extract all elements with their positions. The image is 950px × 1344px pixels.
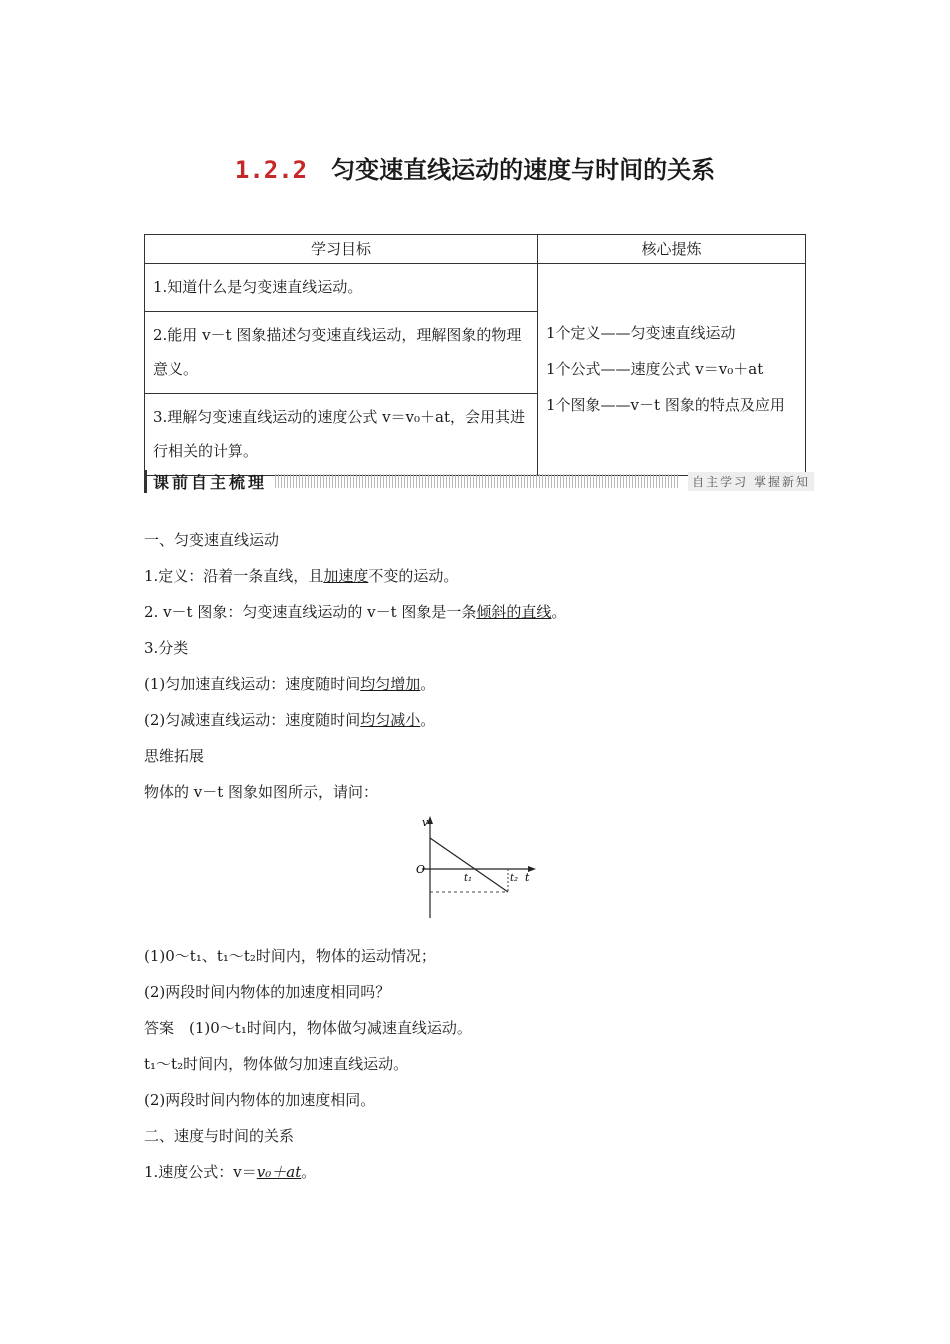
vt-text: 2. v－t 图象：匀变速直线运动的 v－t 图象是一条 [144, 603, 477, 621]
sec1-heading: 一、匀变速直线运动 [144, 531, 280, 549]
page-title [0, 150, 950, 185]
goals-table [144, 234, 806, 476]
decelerate-end: 。 [420, 711, 436, 729]
formula-answer: v₀＋at [256, 1163, 302, 1181]
vt-line [144, 594, 814, 630]
answer-2: t₁～t₂时间内，物体做匀加速直线运动。 [144, 1055, 409, 1073]
decelerate-line [144, 702, 814, 738]
question-2: (2)两段时间内物体的加速度相同吗？ [144, 983, 391, 1001]
t1-label: t₁ [464, 873, 473, 884]
classification-heading: 3.分类 [144, 639, 189, 657]
section-bar-tagline: 自主学习 掌握新知 [688, 472, 814, 491]
answer-1: 答案 (1)0～t₁时间内，物体做匀减速直线运动。 [144, 1019, 472, 1037]
definition-end: 不变的运动。 [368, 567, 459, 585]
v-label: v [422, 816, 429, 829]
origin-label: O [416, 863, 426, 876]
question-1: (1)0～t₁、t₁～t₂时间内，物体的运动情况； [144, 947, 436, 965]
definition-text: 1.定义：沿着一条直线，且 [144, 567, 324, 585]
decelerate-text: (2)匀减速直线运动：速度随时间 [144, 711, 361, 729]
section-bar-hatch [275, 474, 680, 488]
goal-1: 1.知道什么是匀变速直线运动。 [145, 264, 538, 312]
section-bar-title: 课前自主梳理 [144, 470, 267, 493]
accelerate-end: 。 [420, 675, 436, 693]
goal-2: 2.能用 v－t 图象描述匀变速直线运动，理解图象的物理意义。 [145, 311, 538, 393]
answer-3: (2)两段时间内物体的加速度相同。 [144, 1091, 376, 1109]
thinking-prompt: 物体的 v－t 图象如图所示，请问： [144, 783, 379, 801]
vt-figure [144, 814, 814, 932]
goal-3: 3.理解匀变速直线运动的速度公式 v＝v₀＋at，会用其进行相关的计算。 [145, 393, 538, 475]
vt-answer: 倾斜的直线 [476, 603, 552, 621]
vt-graph [408, 814, 538, 924]
thinking-heading: 思维拓展 [144, 747, 205, 765]
formula-line [144, 1154, 814, 1190]
section-bar [144, 470, 814, 492]
formula-end: 。 [301, 1163, 317, 1181]
title-text: 匀变速直线运动的速度与时间的关系 [331, 156, 716, 184]
definition-line [144, 558, 814, 594]
core-cell [538, 264, 806, 476]
section-number: 1.2.2 [234, 156, 308, 184]
formula-text: 1.速度公式：v＝ [144, 1163, 257, 1181]
header-core: 核心提炼 [538, 235, 806, 264]
content [144, 522, 814, 1190]
vt-end: 。 [551, 603, 567, 621]
decelerate-answer: 均匀减小 [360, 711, 421, 729]
header-goals: 学习目标 [145, 235, 538, 264]
accelerate-text: (1)匀加速直线运动：速度随时间 [144, 675, 361, 693]
core-2: 1个公式——速度公式 v＝v₀＋at [546, 360, 764, 379]
accelerate-answer: 均匀增加 [360, 675, 421, 693]
definition-answer: 加速度 [323, 567, 369, 585]
core-3: 1个图象——v－t 图象的特点及应用 [546, 396, 785, 415]
accelerate-line [144, 666, 814, 702]
sec2-heading: 二、速度与时间的关系 [144, 1127, 295, 1145]
t2-label: t₂ [510, 873, 519, 884]
core-1: 1个定义——匀变速直线运动 [546, 324, 736, 343]
t-label: t [525, 871, 530, 884]
